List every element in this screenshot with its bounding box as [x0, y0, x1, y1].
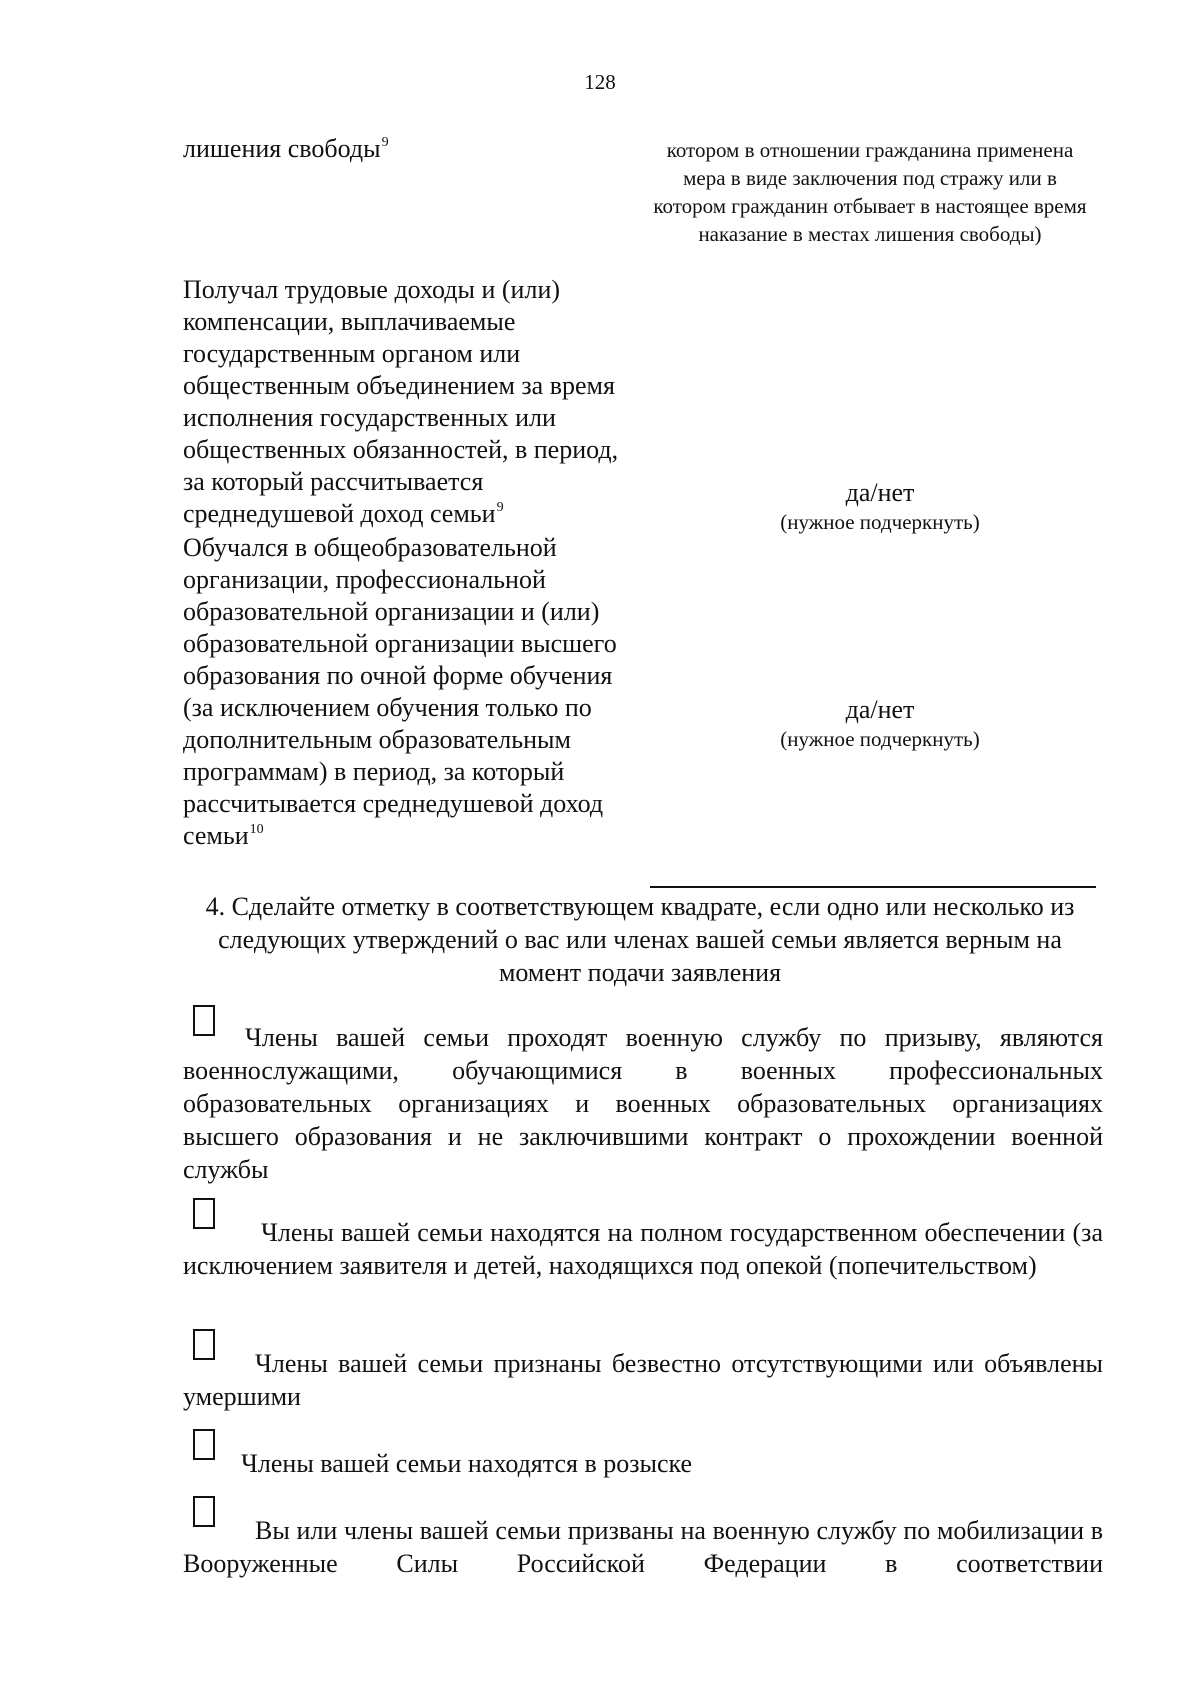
- statement-2: Члены вашей семьи находятся на полном государственном обеспечении (за исключением заявителя и детей, находящихся под опекой (попечительством): [183, 1218, 1103, 1280]
- signature-line: [650, 886, 1096, 888]
- income-question: [183, 274, 623, 530]
- income-question-text: Получал трудовые доходы и (или) компенсации, выплачиваемые государственным органом или общественным объединением за время исполнения государственных или общественных обязанностей, в период, за который рассчитывается среднедушевой доход семьи: [183, 275, 619, 528]
- yes-no-option[interactable]: да/нет: [845, 478, 915, 507]
- study-question-text: Обучался в общеобразовательной организации, профессиональной образовательной организации и (или) образовательной организации высшего образования по очной форме обучения (за исключением обучения только по дополнительным образовательным программам) в период, за который рассчитывается среднедушевой доход семьи: [183, 533, 617, 850]
- page-number: 128: [584, 70, 616, 94]
- study-answer[interactable]: [740, 694, 1020, 752]
- answer-hint: (нужное подчеркнуть): [780, 727, 980, 751]
- detention-question-text: лишения свободы: [183, 134, 381, 163]
- yes-no-option[interactable]: да/нет: [845, 695, 915, 724]
- statement-3: Члены вашей семьи признаны безвестно отсутствующими или объявлены умершими: [183, 1349, 1103, 1411]
- statement-5: Вы или члены вашей семьи призваны на военную службу по мобилизации в Вооруженные Силы Российской Федерации в соответствии: [183, 1516, 1103, 1578]
- detention-question: [183, 133, 389, 165]
- answer-hint: (нужное подчеркнуть): [780, 510, 980, 534]
- income-answer[interactable]: [740, 477, 1020, 535]
- footnote-ref: 10: [249, 822, 264, 837]
- footnote-ref: 9: [381, 135, 389, 150]
- footnote-ref: 9: [496, 500, 504, 515]
- study-question: [183, 532, 623, 852]
- statement-1: Члены вашей семьи проходят военную службу по призыву, являются военнослужащими, обучающимися в военных профессиональных образовательных организациях и военных образовательных организациях высшего образования и не заключившими контракт о прохождении военной службы: [183, 1023, 1103, 1184]
- detention-explanation: котором в отношении гражданина применена мера в виде заключения под стражу или в котором гражданин отбывает в настоящее время наказание в местах лишения свободы): [653, 138, 1087, 246]
- statement-4: Члены вашей семьи находятся в розыске: [241, 1449, 693, 1478]
- section-4-heading: 4. Сделайте отметку в соответствующем квадрате, если одно или несколько из следующих утверждений о вас или членах вашей семьи является верным на момент подачи заявления: [205, 892, 1075, 987]
